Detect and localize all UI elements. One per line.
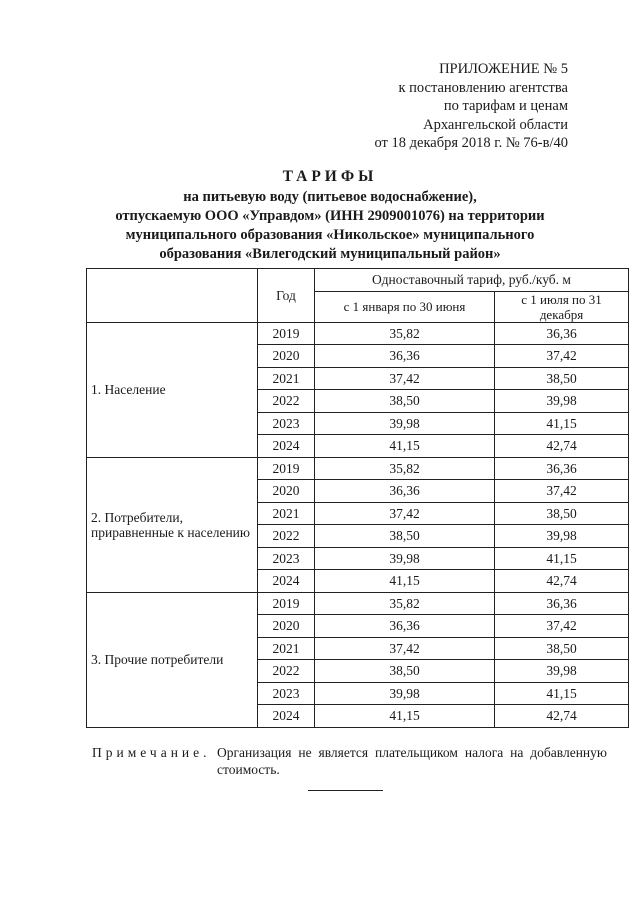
tariff-h2-cell: 42,74	[495, 705, 629, 728]
title-line: на питьевую воду (питьевое водоснабжение),	[183, 189, 477, 205]
title-main: ТАРИФЫ	[282, 168, 378, 185]
year-cell: 2021	[258, 637, 315, 660]
appendix-number: ПРИЛОЖЕНИЕ № 5	[439, 61, 568, 77]
tariff-h1-cell: 35,82	[315, 457, 495, 480]
tariff-h2-cell: 42,74	[495, 570, 629, 593]
note-text: Организация не является плательщиком налога на добавленную стоимость.	[217, 745, 607, 777]
tariff-h2-cell: 38,50	[495, 367, 629, 390]
tariff-h1-cell: 37,42	[315, 367, 495, 390]
tariff-h2-cell: 37,42	[495, 480, 629, 503]
appendix-ref-line: Архангельской области	[423, 116, 568, 133]
tariff-h1-cell: 39,98	[315, 547, 495, 570]
category-cell: 3. Прочие потребители	[87, 592, 258, 727]
tariff-table	[86, 268, 629, 728]
year-cell: 2023	[258, 682, 315, 705]
table-row	[87, 322, 629, 345]
tariff-h1-cell: 36,36	[315, 345, 495, 368]
year-cell: 2022	[258, 390, 315, 413]
tariff-h2-cell: 38,50	[495, 637, 629, 660]
table-header-row	[87, 269, 629, 292]
year-cell: 2020	[258, 480, 315, 503]
tariff-header: Одноставочный тариф, руб./куб. м	[315, 269, 629, 292]
year-cell: 2023	[258, 547, 315, 570]
tariff-h1-cell: 38,50	[315, 525, 495, 548]
year-cell: 2021	[258, 367, 315, 390]
year-cell: 2024	[258, 570, 315, 593]
category-header	[87, 269, 258, 323]
period-2-header: с 1 июля по 31 декабря	[495, 291, 629, 322]
tariff-h2-cell: 36,36	[495, 322, 629, 345]
title-line: отпускаемую ООО «Управдом» (ИНН 2909001076) на территории	[115, 208, 545, 224]
tariff-h2-cell: 38,50	[495, 502, 629, 525]
category-cell: 2. Потребители, приравненные к населению	[87, 457, 258, 592]
year-cell: 2020	[258, 615, 315, 638]
year-cell: 2023	[258, 412, 315, 435]
appendix-header	[300, 60, 568, 153]
tariff-h1-cell: 41,15	[315, 705, 495, 728]
year-cell: 2019	[258, 322, 315, 345]
tariff-h2-cell: 36,36	[495, 592, 629, 615]
appendix-ref-line: по тарифам и ценам	[443, 98, 568, 114]
tariff-h1-cell: 39,98	[315, 682, 495, 705]
tariff-h2-cell: 41,15	[495, 547, 629, 570]
year-cell: 2020	[258, 345, 315, 368]
tariff-h1-cell: 41,15	[315, 570, 495, 593]
year-cell: 2021	[258, 502, 315, 525]
title-line: образования «Вилегодский муниципальный район»	[159, 246, 501, 262]
tariff-h2-cell: 39,98	[495, 660, 629, 683]
tariff-h1-cell: 35,82	[315, 592, 495, 615]
note-label: Примечание.	[92, 745, 211, 760]
tariff-h1-cell: 38,50	[315, 660, 495, 683]
tariff-h2-cell: 39,98	[495, 390, 629, 413]
tariff-h2-cell: 39,98	[495, 525, 629, 548]
tariff-h1-cell: 35,82	[315, 322, 495, 345]
year-cell: 2024	[258, 705, 315, 728]
tariff-h1-cell: 36,36	[315, 480, 495, 503]
year-cell: 2019	[258, 592, 315, 615]
year-cell: 2024	[258, 435, 315, 458]
tariff-h2-cell: 37,42	[495, 345, 629, 368]
year-cell: 2022	[258, 525, 315, 548]
tariff-h2-cell: 36,36	[495, 457, 629, 480]
title-line: муниципального образования «Никольское» муниципального	[125, 227, 535, 243]
category-cell: 1. Население	[87, 322, 258, 457]
year-header: Год	[258, 269, 315, 323]
appendix-ref-line: к постановлению агентства	[398, 79, 568, 96]
tariff-h1-cell: 37,42	[315, 637, 495, 660]
table-row	[87, 457, 629, 480]
appendix-date-number: от 18 декабря 2018 г. № 76-в/40	[374, 135, 568, 151]
year-cell: 2019	[258, 457, 315, 480]
tariff-h2-cell: 37,42	[495, 615, 629, 638]
tariff-h2-cell: 42,74	[495, 435, 629, 458]
tariff-h2-cell: 41,15	[495, 412, 629, 435]
tariff-h1-cell: 36,36	[315, 615, 495, 638]
year-cell: 2022	[258, 660, 315, 683]
tariff-h1-cell: 41,15	[315, 435, 495, 458]
tariff-h1-cell: 37,42	[315, 502, 495, 525]
table-row	[87, 592, 629, 615]
tariff-h1-cell: 39,98	[315, 412, 495, 435]
tariff-h2-cell: 41,15	[495, 682, 629, 705]
tariff-h1-cell: 38,50	[315, 390, 495, 413]
tariff-table-body	[87, 322, 629, 727]
document-title	[60, 166, 600, 264]
period-1-header: с 1 января по 30 июня	[315, 291, 495, 322]
closing-rule	[308, 790, 383, 791]
